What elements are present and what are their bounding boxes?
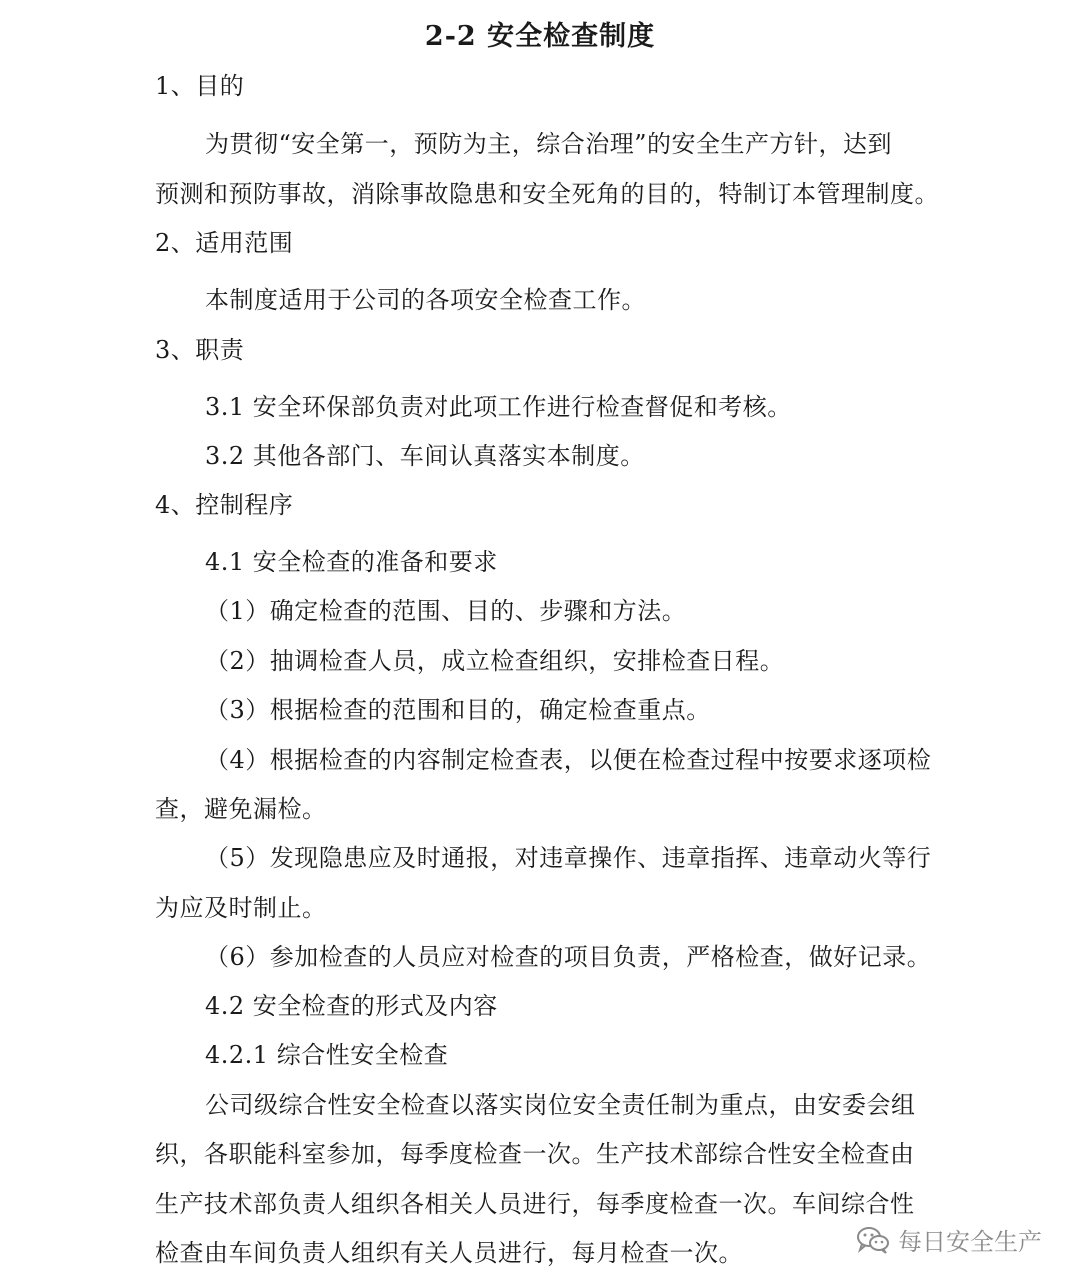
list-item: （3）根据检查的范围和目的，确定检查重点。 (205, 696, 711, 724)
watermark-text: 每日安全生产 (898, 1228, 1042, 1256)
list-item-continuation: 查，避免漏检。 (155, 795, 327, 823)
section-heading-scope: 2、适用范围 (155, 229, 294, 257)
section-heading-procedure: 4、控制程序 (155, 491, 294, 519)
sub-heading-4-2-1: 4.2.1 综合性安全检查 (205, 1041, 449, 1069)
list-item: （5）发现隐患应及时通报，对违章操作、违章指挥、违章动火等行 (205, 844, 932, 872)
list-item: 3.2 其他各部门、车间认真落实本制度。 (205, 442, 645, 470)
paragraph-line: 预测和预防事故，消除事故隐患和安全死角的目的，特制订本管理制度。 (155, 180, 939, 208)
list-item: （6）参加检查的人员应对检查的项目负责，严格检查，做好记录。 (205, 943, 932, 971)
list-item: 3.1 安全环保部负责对此项工作进行检查督促和考核。 (205, 393, 792, 421)
paragraph-line: 生产技术部负责人组织各相关人员进行，每季度检查一次。车间综合性 (155, 1190, 915, 1218)
section-heading-duties: 3、职责 (155, 336, 245, 364)
paragraph-line: 公司级综合性安全检查以落实岗位安全责任制为重点，由安委会组 (205, 1091, 916, 1119)
paragraph-line: 织，各职能科室参加，每季度检查一次。生产技术部综合性安全检查由 (155, 1140, 915, 1168)
list-item-continuation: 为应及时制止。 (155, 894, 327, 922)
paragraph-line: 检查由车间负责人组织有关人员进行，每月检查一次。 (155, 1239, 743, 1267)
sub-heading-4-1: 4.1 安全检查的准备和要求 (205, 548, 498, 576)
wechat-icon (856, 1225, 890, 1255)
list-item: （4）根据检查的内容制定检查表，以便在检查过程中按要求逐项检 (205, 746, 932, 774)
list-item: （2）抽调检查人员，成立检查组织，安排检查日程。 (205, 647, 785, 675)
document-title: 2-2 安全检查制度 (424, 21, 656, 52)
paragraph-line: 本制度适用于公司的各项安全检查工作。 (205, 286, 646, 314)
paragraph-line: 为贯彻“安全第一，预防为主，综合治理”的安全生产方针，达到 (205, 130, 893, 158)
watermark (856, 1222, 1042, 1257)
sub-heading-4-2: 4.2 安全检查的形式及内容 (205, 992, 498, 1020)
section-heading-purpose: 1、目的 (155, 72, 245, 100)
list-item: （1）确定检查的范围、目的、步骤和方法。 (205, 597, 687, 625)
